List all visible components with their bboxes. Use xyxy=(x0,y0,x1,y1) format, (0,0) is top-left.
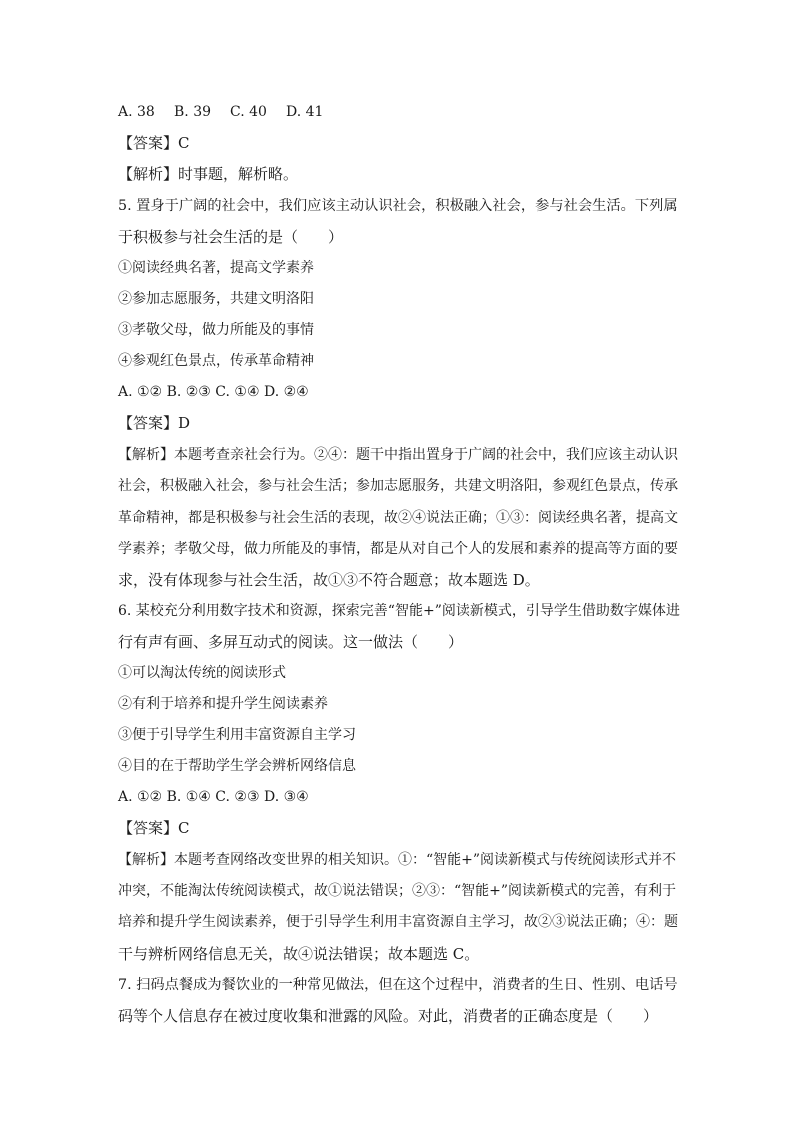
q5-answer: 【答案】D xyxy=(118,414,191,432)
q5-item-1: ①阅读经典名著，提高文学素养 xyxy=(118,260,314,276)
q6-stem-line-1: 6. 某校充分利用数字技术和资源，探索完善“智能+”阅读新模式，引导学生借助数字媒体进 xyxy=(118,603,680,619)
q4-analysis: 【解析】时事题，解析略。 xyxy=(118,165,299,183)
q6-analysis-line-2: 冲突，不能淘汰传统阅读模式，故①说法错误；②③：“智能+”阅读新模式的完善，有利于 xyxy=(118,883,677,899)
q6-analysis-line-3: 培养和提升学生阅读素养，便于引导学生利用丰富资源自主学习，故②③说法正确；④：题 xyxy=(118,914,678,930)
q5-analysis-line-5: 求，没有体现参与社会生活，故①③不符合题意；故本题选 D。 xyxy=(118,571,540,589)
q5-stem-line-2: 于积极参与社会生活的是（ ） xyxy=(118,228,344,246)
q5-analysis-line-2: 社会，积极融入社会，参与社会生活；参加志愿服务，共建文明洛阳，参观红色景点，传承 xyxy=(118,478,678,494)
q5-analysis-line-1: 【解析】本题考查亲社会行为。②④：题干中指出置身于广阔的社会中，我们应该主动认识 xyxy=(118,447,678,463)
q5-analysis-line-3: 革命精神，都是积极参与社会生活的表现，故②④说法正确；①③：阅读经典名著，提高文 xyxy=(118,510,678,526)
q6-item-1: ①可以淘汰传统的阅读形式 xyxy=(118,665,286,681)
q5-item-3: ③孝敬父母，做力所能及的事情 xyxy=(118,322,314,338)
q5-item-4: ④参观红色景点，传承革命精神 xyxy=(118,353,314,369)
q5-stem-line-1: 5. 置身于广阔的社会中，我们应该主动认识社会，积极融入社会，参与社会生活。下列属 xyxy=(118,198,678,214)
q6-analysis-line-1: 【解析】本题考查网络改变世界的相关知识。①：“智能+”阅读新模式与传统阅读形式并不 xyxy=(118,852,677,868)
q4-options xyxy=(118,102,323,122)
q6-item-2: ②有利于培养和提升学生阅读素养 xyxy=(118,696,328,712)
q4-option-b: B. 39 xyxy=(174,104,212,120)
q6-item-4: ④目的在于帮助学生学会辨析网络信息 xyxy=(118,758,356,774)
q5-item-2: ②参加志愿服务，共建文明洛阳 xyxy=(118,291,314,307)
q6-answer: 【答案】C xyxy=(118,819,190,837)
q6-options: A. ①② B. ①④ C. ②③ D. ③④ xyxy=(118,789,309,805)
q4-answer: 【答案】C xyxy=(118,134,190,152)
q4-option-a: A. 38 xyxy=(118,104,155,120)
q7-stem-line-1: 7. 扫码点餐成为餐饮业的一种常见做法，但在这个过程中，消费者的生日、性别、电话号 xyxy=(118,977,678,993)
q4-option-c: C. 40 xyxy=(230,104,267,120)
q4-option-d: D. 41 xyxy=(286,104,324,120)
q6-stem-line-2: 行有声有画、多屏互动式的阅读。这一做法（ ） xyxy=(118,633,464,651)
q6-item-3: ③便于引导学生利用丰富资源自主学习 xyxy=(118,727,356,743)
q7-stem-line-2: 码等个人信息存在被过度收集和泄露的风险。对此，消费者的正确态度是（ ） xyxy=(118,1007,659,1025)
q5-options: A. ①② B. ②③ C. ①④ D. ②④ xyxy=(118,384,309,400)
q6-analysis-line-4: 干与辨析网络信息无关，故④说法错误；故本题选 C。 xyxy=(118,945,480,963)
q5-analysis-line-4: 学素养；孝敬父母，做力所能及的事情，都是从对自己个人的发展和素养的提高等方面的要 xyxy=(118,541,678,557)
